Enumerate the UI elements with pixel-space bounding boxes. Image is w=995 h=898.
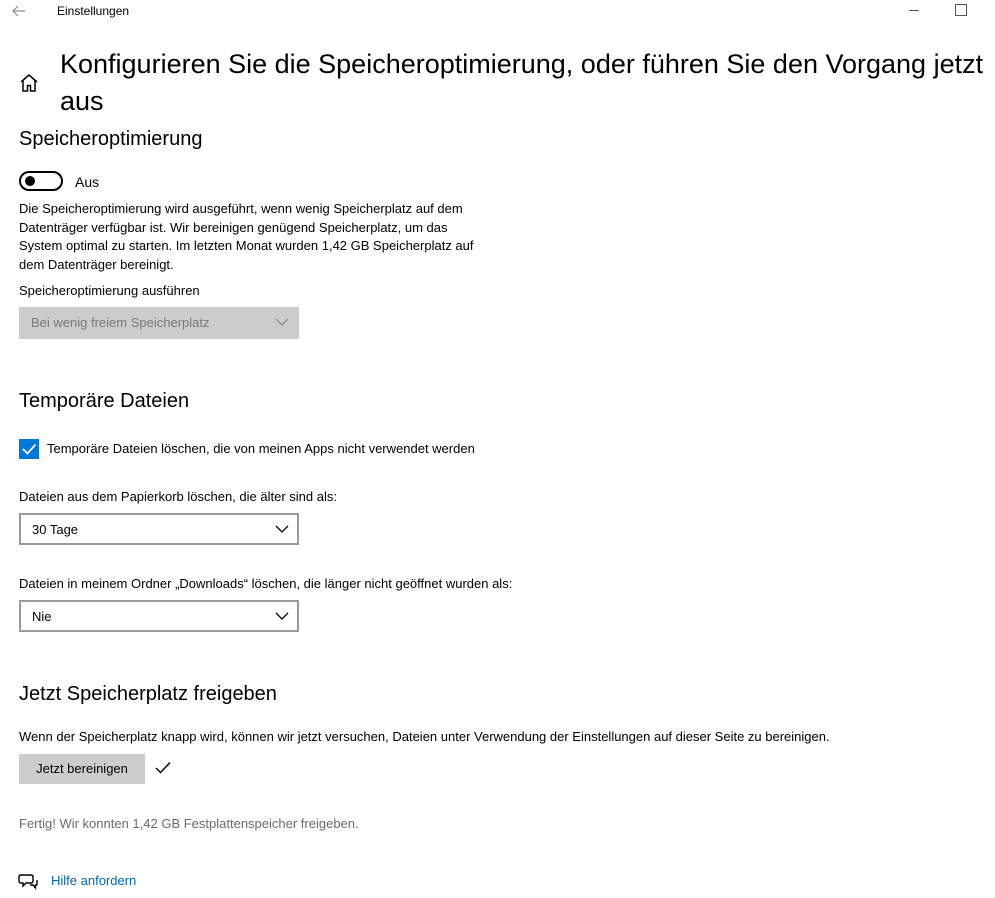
- page-title: Konfigurieren Sie die Speicheroptimierung, oder führen Sie den Vorgang jetzt aus: [60, 49, 984, 116]
- run-storage-sense-dropdown[interactable]: [19, 307, 299, 339]
- dropdown-value: Nie: [32, 609, 52, 624]
- storage-sense-toggle[interactable]: [19, 171, 63, 191]
- recycle-bin-label: Dateien aus dem Papierkorb löschen, die älter sind als:: [19, 489, 337, 504]
- downloads-dropdown[interactable]: [19, 600, 299, 632]
- checkmark-icon: [19, 439, 39, 459]
- temp-files-heading: Temporäre Dateien: [19, 390, 190, 412]
- free-space-heading: Jetzt Speicherplatz freigeben: [19, 683, 277, 705]
- toggle-state-label: Aus: [75, 174, 100, 190]
- chevron-down-icon: [275, 524, 289, 534]
- help-chat-icon: [18, 871, 38, 891]
- dropdown-value: Bei wenig freiem Speicherplatz: [31, 315, 210, 330]
- free-space-description: Wenn der Speicherplatz knapp wird, können wir jetzt versuchen, Dateien unter Verwendung der Einstellungen auf dieser Seite zu bereinigen.: [19, 729, 830, 744]
- delete-temp-files-label: Temporäre Dateien löschen, die von meinen Apps nicht verwendet werden: [47, 441, 475, 456]
- window-title: Einstellungen: [57, 4, 130, 18]
- minimize-button[interactable]: [906, 3, 924, 17]
- home-icon[interactable]: [18, 72, 40, 94]
- back-arrow-icon: [12, 5, 26, 17]
- get-help-link[interactable]: Hilfe anfordern: [51, 873, 137, 888]
- maximize-button[interactable]: [955, 4, 967, 16]
- checkmark-icon: [154, 760, 172, 776]
- cleanup-status: Fertig! Wir konnten 1,42 GB Festplattenspeicher freigeben.: [19, 816, 359, 831]
- delete-temp-files-checkbox[interactable]: [19, 439, 39, 459]
- back-button[interactable]: [8, 2, 30, 20]
- dropdown-value: 30 Tage: [32, 522, 79, 537]
- run-storage-sense-label: Speicheroptimierung ausführen: [19, 283, 200, 298]
- chevron-down-icon: [275, 317, 289, 327]
- recycle-bin-dropdown[interactable]: [19, 513, 299, 545]
- downloads-label: Dateien in meinem Ordner „Downloads“ löschen, die länger nicht geöffnet wurden als:: [19, 576, 513, 591]
- storage-sense-heading: Speicheroptimierung: [19, 128, 203, 150]
- storage-sense-description: Die Speicheroptimierung wird ausgeführt, wenn wenig Speicherplatz auf dem Datenträger verfügbar ist. Wir bereinigen genügend Speicherplatz, um das System optimal zu starten. Im letzten Monat wurden 1,42 GB Speicherplatz auf dem Datenträger bereinigt.: [19, 201, 474, 272]
- toggle-knob: [25, 176, 35, 186]
- title-bar: [0, 0, 995, 22]
- chevron-down-icon: [275, 611, 289, 621]
- clean-now-button[interactable]: Jetzt bereinigen: [19, 754, 145, 784]
